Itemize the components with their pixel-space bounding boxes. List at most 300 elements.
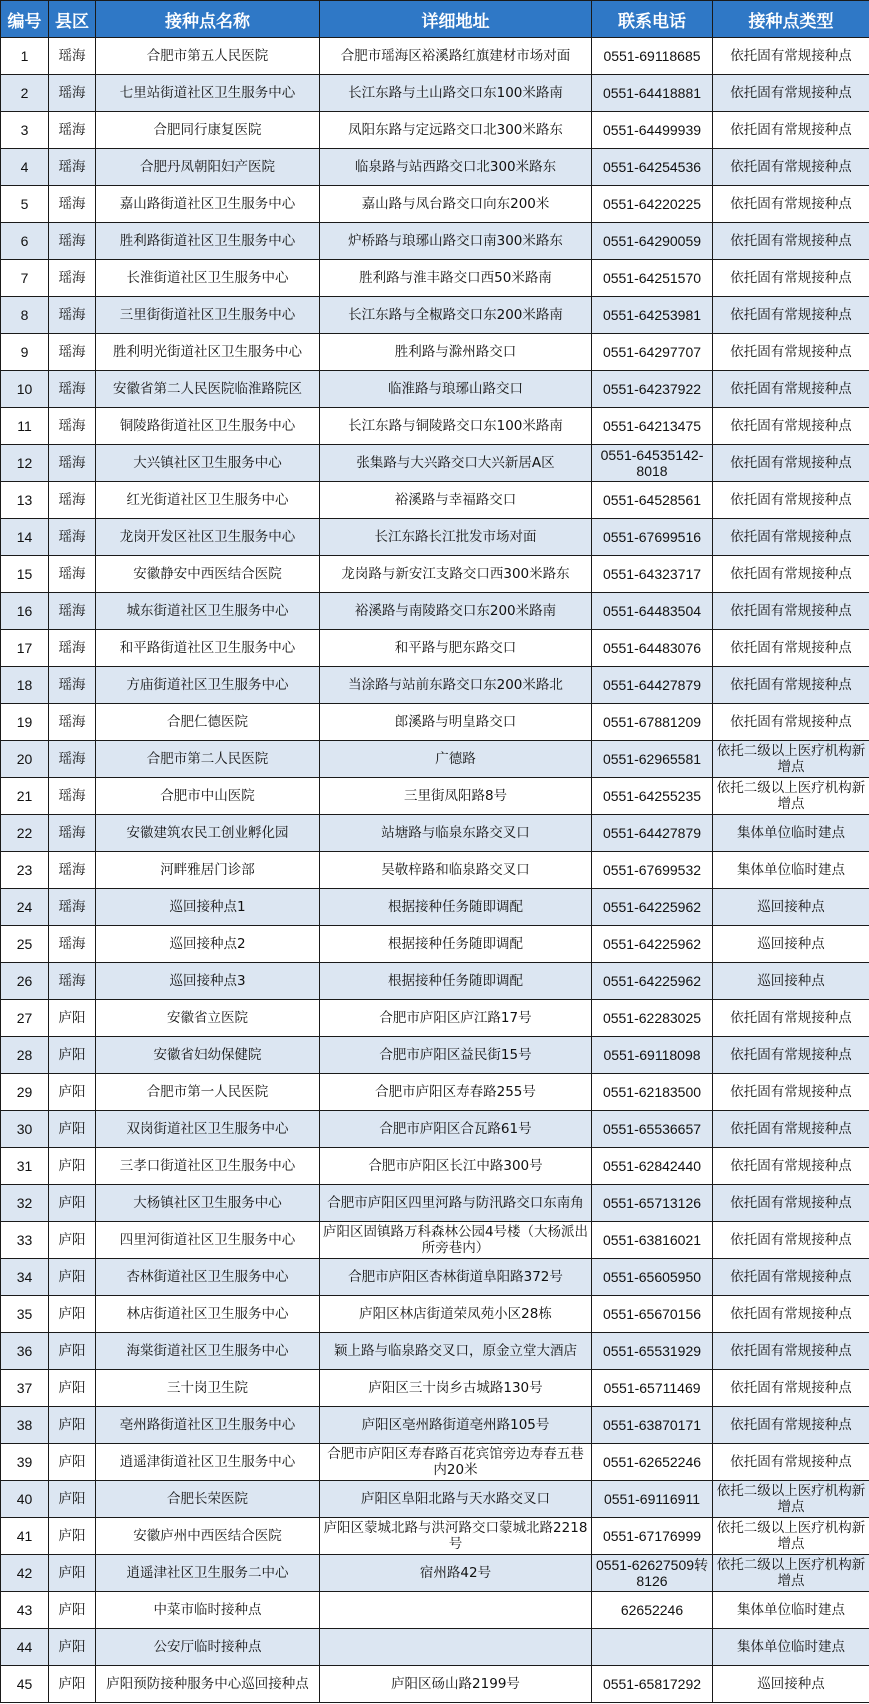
cell-site-name: 公安厅临时接种点 — [96, 1629, 320, 1666]
table-row — [1, 593, 869, 630]
cell-address: 长江东路与全椒路交口东200米路南 — [320, 297, 592, 334]
cell-district: 瑶海 — [49, 963, 96, 1000]
cell-district: 瑶海 — [49, 704, 96, 741]
cell-site-type: 依托固有常规接种点 — [713, 408, 869, 445]
cell-site-name: 巡回接种点2 — [96, 926, 320, 963]
cell-site-type: 依托二级以上医疗机构新增点 — [713, 1518, 869, 1555]
cell-site-type: 依托固有常规接种点 — [713, 297, 869, 334]
cell-address: 庐阳区阜阳北路与天水路交叉口 — [320, 1481, 592, 1518]
cell-site-name: 胜利路街道社区卫生服务中心 — [96, 223, 320, 260]
cell-address: 和平路与肥东路交口 — [320, 630, 592, 667]
cell-phone: 0551-64418881 — [592, 75, 713, 112]
cell-phone: 0551-64528561 — [592, 482, 713, 519]
cell-site-name: 逍遥津社区卫生服务二中心 — [96, 1555, 320, 1592]
cell-address: 临淮路与琅琊山路交口 — [320, 371, 592, 408]
cell-site-type: 依托固有常规接种点 — [713, 1148, 869, 1185]
cell-address: 根据接种任务随即调配 — [320, 889, 592, 926]
table-row — [1, 519, 869, 556]
cell-address: 站塘路与临泉东路交叉口 — [320, 815, 592, 852]
cell-address: 庐阳区蒙城北路与洪河路交口蒙城北路2218号 — [320, 1518, 592, 1555]
table-row — [1, 1666, 869, 1703]
cell-id: 39 — [1, 1444, 49, 1481]
cell-site-type: 依托固有常规接种点 — [713, 371, 869, 408]
cell-district: 瑶海 — [49, 519, 96, 556]
table-row — [1, 112, 869, 149]
cell-district: 瑶海 — [49, 926, 96, 963]
cell-phone: 0551-64297707 — [592, 334, 713, 371]
cell-address: 龙岗路与新安江支路交口西300米路东 — [320, 556, 592, 593]
cell-phone: 0551-62627509转8126 — [592, 1555, 713, 1592]
cell-site-type: 依托固有常规接种点 — [713, 1333, 869, 1370]
cell-site-name: 大杨镇社区卫生服务中心 — [96, 1185, 320, 1222]
cell-address: 合肥市庐阳区寿春路百花宾馆旁边寿春五巷内20米 — [320, 1444, 592, 1481]
cell-id: 4 — [1, 149, 49, 186]
cell-phone: 0551-64255235 — [592, 778, 713, 815]
cell-district: 瑶海 — [49, 223, 96, 260]
cell-site-type: 依托固有常规接种点 — [713, 1000, 869, 1037]
table-row — [1, 482, 869, 519]
table-row — [1, 852, 869, 889]
cell-id: 11 — [1, 408, 49, 445]
cell-phone: 0551-64253981 — [592, 297, 713, 334]
cell-address: 长江东路与土山路交口东100米路南 — [320, 75, 592, 112]
cell-phone: 0551-67176999 — [592, 1518, 713, 1555]
cell-id: 19 — [1, 704, 49, 741]
cell-site-name: 胜利明光街道社区卫生服务中心 — [96, 334, 320, 371]
table-row — [1, 334, 869, 371]
cell-id: 8 — [1, 297, 49, 334]
table-row — [1, 630, 869, 667]
table-row — [1, 408, 869, 445]
cell-site-type: 依托固有常规接种点 — [713, 630, 869, 667]
cell-address: 裕溪路与南陵路交口东200米路南 — [320, 593, 592, 630]
cell-address: 根据接种任务随即调配 — [320, 963, 592, 1000]
cell-address: 庐阳区砀山路2199号 — [320, 1666, 592, 1703]
cell-id: 35 — [1, 1296, 49, 1333]
cell-address: 张集路与大兴路交口大兴新居A区 — [320, 445, 592, 482]
cell-address: 合肥市庐阳区寿春路255号 — [320, 1074, 592, 1111]
cell-district: 瑶海 — [49, 371, 96, 408]
cell-district: 瑶海 — [49, 297, 96, 334]
cell-site-type: 依托固有常规接种点 — [713, 1407, 869, 1444]
cell-site-name: 逍遥津街道社区卫生服务中心 — [96, 1444, 320, 1481]
cell-address: 宿州路42号 — [320, 1555, 592, 1592]
table-row — [1, 38, 869, 75]
cell-site-type: 依托固有常规接种点 — [713, 1074, 869, 1111]
table-row — [1, 1037, 869, 1074]
table-row — [1, 1444, 869, 1481]
cell-address: 合肥市庐阳区长江中路300号 — [320, 1148, 592, 1185]
cell-id: 24 — [1, 889, 49, 926]
cell-phone: 0551-69118685 — [592, 38, 713, 75]
cell-phone: 0551-64213475 — [592, 408, 713, 445]
cell-site-type: 依托二级以上医疗机构新增点 — [713, 778, 869, 815]
header-id: 编号 — [1, 1, 49, 38]
table-row — [1, 445, 869, 482]
cell-site-name: 七里站街道社区卫生服务中心 — [96, 75, 320, 112]
cell-id: 21 — [1, 778, 49, 815]
cell-address: 庐阳区林店街道荣凤苑小区28栋 — [320, 1296, 592, 1333]
cell-district: 瑶海 — [49, 852, 96, 889]
cell-site-type: 依托固有常规接种点 — [713, 593, 869, 630]
cell-site-type: 依托固有常规接种点 — [713, 556, 869, 593]
cell-district: 庐阳 — [49, 1259, 96, 1296]
cell-phone: 0551-64225962 — [592, 926, 713, 963]
cell-site-type: 依托固有常规接种点 — [713, 1111, 869, 1148]
cell-id: 16 — [1, 593, 49, 630]
table-row — [1, 1222, 869, 1259]
cell-id: 43 — [1, 1592, 49, 1629]
cell-site-type: 集体单位临时建点 — [713, 852, 869, 889]
cell-id: 17 — [1, 630, 49, 667]
cell-district: 瑶海 — [49, 778, 96, 815]
table-row — [1, 667, 869, 704]
table-row — [1, 297, 869, 334]
cell-id: 33 — [1, 1222, 49, 1259]
table-row — [1, 963, 869, 1000]
cell-id: 6 — [1, 223, 49, 260]
cell-address: 胜利路与淮丰路交口西50米路南 — [320, 260, 592, 297]
cell-id: 13 — [1, 482, 49, 519]
cell-phone: 0551-62652246 — [592, 1444, 713, 1481]
cell-site-type: 依托固有常规接种点 — [713, 1296, 869, 1333]
table-row — [1, 1000, 869, 1037]
cell-address: 颖上路与临泉路交叉口，原金立堂大酒店 — [320, 1333, 592, 1370]
cell-site-name: 合肥仁德医院 — [96, 704, 320, 741]
cell-site-type: 依托固有常规接种点 — [713, 186, 869, 223]
cell-site-type: 依托固有常规接种点 — [713, 482, 869, 519]
cell-district: 庐阳 — [49, 1592, 96, 1629]
cell-site-name: 河畔雅居门诊部 — [96, 852, 320, 889]
table-row — [1, 1185, 869, 1222]
cell-district: 庐阳 — [49, 1111, 96, 1148]
cell-site-name: 合肥丹凤朝阳妇产医院 — [96, 149, 320, 186]
cell-address: 长江东路长江批发市场对面 — [320, 519, 592, 556]
cell-phone: 0551-65605950 — [592, 1259, 713, 1296]
cell-site-type: 依托二级以上医疗机构新增点 — [713, 1481, 869, 1518]
cell-site-type: 依托固有常规接种点 — [713, 704, 869, 741]
cell-site-type: 依托固有常规接种点 — [713, 1222, 869, 1259]
cell-site-name: 安徽省第二人民医院临淮路院区 — [96, 371, 320, 408]
cell-id: 38 — [1, 1407, 49, 1444]
cell-address: 庐阳区固镇路万科森林公园4号楼（大杨派出所旁巷内） — [320, 1222, 592, 1259]
cell-id: 45 — [1, 1666, 49, 1703]
table-row — [1, 926, 869, 963]
cell-address: 合肥市庐阳区杏林街道阜阳路372号 — [320, 1259, 592, 1296]
cell-site-type: 巡回接种点 — [713, 926, 869, 963]
cell-phone: 0551-62965581 — [592, 741, 713, 778]
cell-site-type: 依托固有常规接种点 — [713, 38, 869, 75]
cell-site-name: 龙岗开发区社区卫生服务中心 — [96, 519, 320, 556]
cell-site-name: 双岗街道社区卫生服务中心 — [96, 1111, 320, 1148]
cell-phone: 62652246 — [592, 1592, 713, 1629]
cell-site-name: 安徽省立医院 — [96, 1000, 320, 1037]
cell-site-name: 合肥市第二人民医院 — [96, 741, 320, 778]
cell-district: 瑶海 — [49, 593, 96, 630]
cell-id: 18 — [1, 667, 49, 704]
cell-phone: 0551-65713126 — [592, 1185, 713, 1222]
cell-address: 庐阳区亳州路街道亳州路105号 — [320, 1407, 592, 1444]
cell-id: 25 — [1, 926, 49, 963]
cell-phone: 0551-62183500 — [592, 1074, 713, 1111]
cell-address: 当涂路与站前东路交口东200米路北 — [320, 667, 592, 704]
cell-district: 瑶海 — [49, 75, 96, 112]
cell-district: 庐阳 — [49, 1000, 96, 1037]
cell-district: 瑶海 — [49, 149, 96, 186]
cell-site-name: 三十岗卫生院 — [96, 1370, 320, 1407]
cell-id: 3 — [1, 112, 49, 149]
cell-id: 37 — [1, 1370, 49, 1407]
cell-site-name: 庐阳预防接种服务中心巡回接种点 — [96, 1666, 320, 1703]
cell-district: 庐阳 — [49, 1037, 96, 1074]
cell-id: 44 — [1, 1629, 49, 1666]
cell-site-type: 依托二级以上医疗机构新增点 — [713, 1555, 869, 1592]
cell-district: 庐阳 — [49, 1481, 96, 1518]
cell-district: 庐阳 — [49, 1666, 96, 1703]
cell-phone: 0551-69118098 — [592, 1037, 713, 1074]
cell-phone: 0551-64499939 — [592, 112, 713, 149]
cell-site-name: 林店街道社区卫生服务中心 — [96, 1296, 320, 1333]
cell-site-type: 依托固有常规接种点 — [713, 112, 869, 149]
cell-district: 庐阳 — [49, 1370, 96, 1407]
cell-id: 29 — [1, 1074, 49, 1111]
cell-address: 根据接种任务随即调配 — [320, 926, 592, 963]
cell-phone: 0551-67881209 — [592, 704, 713, 741]
table-row — [1, 1333, 869, 1370]
cell-district: 瑶海 — [49, 112, 96, 149]
cell-site-type: 依托固有常规接种点 — [713, 1259, 869, 1296]
cell-site-type: 依托固有常规接种点 — [713, 667, 869, 704]
cell-site-name: 铜陵路街道社区卫生服务中心 — [96, 408, 320, 445]
cell-id: 34 — [1, 1259, 49, 1296]
cell-site-type: 依托固有常规接种点 — [713, 1037, 869, 1074]
cell-district: 瑶海 — [49, 260, 96, 297]
cell-phone: 0551-62283025 — [592, 1000, 713, 1037]
cell-address: 合肥市庐阳区益民街15号 — [320, 1037, 592, 1074]
cell-id: 36 — [1, 1333, 49, 1370]
cell-site-name: 中菜市临时接种点 — [96, 1592, 320, 1629]
cell-id: 30 — [1, 1111, 49, 1148]
cell-district: 瑶海 — [49, 630, 96, 667]
cell-district: 瑶海 — [49, 445, 96, 482]
cell-phone: 0551-63816021 — [592, 1222, 713, 1259]
cell-district: 瑶海 — [49, 334, 96, 371]
cell-site-name: 海棠街道社区卫生服务中心 — [96, 1333, 320, 1370]
cell-site-name: 长淮街道社区卫生服务中心 — [96, 260, 320, 297]
cell-site-type: 巡回接种点 — [713, 889, 869, 926]
cell-district: 庐阳 — [49, 1518, 96, 1555]
header-row — [1, 1, 869, 38]
cell-site-name: 三孝口街道社区卫生服务中心 — [96, 1148, 320, 1185]
cell-site-name: 方庙街道社区卫生服务中心 — [96, 667, 320, 704]
table-row — [1, 75, 869, 112]
cell-district: 庐阳 — [49, 1074, 96, 1111]
cell-phone: 0551-64427879 — [592, 815, 713, 852]
cell-phone: 0551-64237922 — [592, 371, 713, 408]
cell-id: 41 — [1, 1518, 49, 1555]
cell-site-name: 杏林街道社区卫生服务中心 — [96, 1259, 320, 1296]
cell-district: 庐阳 — [49, 1407, 96, 1444]
cell-site-type: 依托固有常规接种点 — [713, 1185, 869, 1222]
cell-site-type: 依托固有常规接种点 — [713, 1444, 869, 1481]
cell-id: 22 — [1, 815, 49, 852]
table-body — [1, 38, 869, 1703]
cell-phone: 0551-64483504 — [592, 593, 713, 630]
cell-phone: 0551-64535142-8018 — [592, 445, 713, 482]
cell-site-name: 巡回接种点3 — [96, 963, 320, 1000]
cell-district: 瑶海 — [49, 556, 96, 593]
cell-site-name: 巡回接种点1 — [96, 889, 320, 926]
cell-site-name: 三里街街道社区卫生服务中心 — [96, 297, 320, 334]
cell-address: 三里街凤阳路8号 — [320, 778, 592, 815]
cell-phone: 0551-64254536 — [592, 149, 713, 186]
table-row — [1, 1592, 869, 1629]
cell-address: 长江东路与铜陵路交口东100米路南 — [320, 408, 592, 445]
cell-address: 裕溪路与幸福路交口 — [320, 482, 592, 519]
cell-phone: 0551-65711469 — [592, 1370, 713, 1407]
cell-district: 庐阳 — [49, 1629, 96, 1666]
cell-address: 郎溪路与明皇路交口 — [320, 704, 592, 741]
cell-district: 庐阳 — [49, 1555, 96, 1592]
cell-district: 庐阳 — [49, 1148, 96, 1185]
cell-site-name: 安徽静安中西医结合医院 — [96, 556, 320, 593]
cell-phone: 0551-65670156 — [592, 1296, 713, 1333]
cell-site-type: 依托固有常规接种点 — [713, 519, 869, 556]
table-row — [1, 1074, 869, 1111]
table-row — [1, 186, 869, 223]
cell-address: 凤阳东路与定远路交口北300米路东 — [320, 112, 592, 149]
cell-id: 28 — [1, 1037, 49, 1074]
cell-site-name: 合肥市第一人民医院 — [96, 1074, 320, 1111]
cell-site-name: 安徽省妇幼保健院 — [96, 1037, 320, 1074]
cell-address — [320, 1592, 592, 1629]
table-row — [1, 260, 869, 297]
cell-phone — [592, 1629, 713, 1666]
cell-address — [320, 1629, 592, 1666]
table-row — [1, 1407, 869, 1444]
table-row — [1, 1259, 869, 1296]
cell-phone: 0551-67699516 — [592, 519, 713, 556]
header-phone: 联系电话 — [592, 1, 713, 38]
cell-site-type: 集体单位临时建点 — [713, 815, 869, 852]
cell-district: 瑶海 — [49, 667, 96, 704]
table-row — [1, 778, 869, 815]
table-row — [1, 1148, 869, 1185]
table-row — [1, 889, 869, 926]
cell-id: 42 — [1, 1555, 49, 1592]
cell-phone: 0551-63870171 — [592, 1407, 713, 1444]
table-row — [1, 1518, 869, 1555]
table-row — [1, 1370, 869, 1407]
cell-site-name: 合肥同行康复医院 — [96, 112, 320, 149]
cell-phone: 0551-65817292 — [592, 1666, 713, 1703]
cell-phone: 0551-64427879 — [592, 667, 713, 704]
cell-site-type: 依托固有常规接种点 — [713, 445, 869, 482]
cell-address: 胜利路与滁州路交口 — [320, 334, 592, 371]
cell-district: 庐阳 — [49, 1333, 96, 1370]
cell-site-type: 依托固有常规接种点 — [713, 260, 869, 297]
cell-site-type: 依托固有常规接种点 — [713, 75, 869, 112]
cell-id: 1 — [1, 38, 49, 75]
cell-id: 27 — [1, 1000, 49, 1037]
cell-phone: 0551-62842440 — [592, 1148, 713, 1185]
table-row — [1, 1296, 869, 1333]
cell-phone: 0551-64225962 — [592, 889, 713, 926]
cell-id: 20 — [1, 741, 49, 778]
cell-address: 合肥市庐阳区庐江路17号 — [320, 1000, 592, 1037]
cell-address: 嘉山路与凤台路交口向东200米 — [320, 186, 592, 223]
header-site-name: 接种点名称 — [96, 1, 320, 38]
cell-address: 合肥市庐阳区合瓦路61号 — [320, 1111, 592, 1148]
cell-phone: 0551-65531929 — [592, 1333, 713, 1370]
cell-district: 庐阳 — [49, 1296, 96, 1333]
table-row — [1, 223, 869, 260]
cell-id: 31 — [1, 1148, 49, 1185]
cell-site-name: 合肥市中山医院 — [96, 778, 320, 815]
header-site-type: 接种点类型 — [713, 1, 869, 38]
table-row — [1, 1111, 869, 1148]
cell-address: 庐阳区三十岗乡古城路130号 — [320, 1370, 592, 1407]
header-address: 详细地址 — [320, 1, 592, 38]
cell-site-name: 合肥长荣医院 — [96, 1481, 320, 1518]
cell-site-name: 四里河街道社区卫生服务中心 — [96, 1222, 320, 1259]
cell-site-type: 依托固有常规接种点 — [713, 1370, 869, 1407]
table-row — [1, 704, 869, 741]
cell-id: 2 — [1, 75, 49, 112]
cell-address: 合肥市瑶海区裕溪路红旗建材市场对面 — [320, 38, 592, 75]
cell-district: 瑶海 — [49, 186, 96, 223]
cell-phone: 0551-65536657 — [592, 1111, 713, 1148]
cell-address: 炉桥路与琅琊山路交口南300米路东 — [320, 223, 592, 260]
cell-site-name: 合肥市第五人民医院 — [96, 38, 320, 75]
cell-district: 瑶海 — [49, 408, 96, 445]
cell-site-type: 集体单位临时建点 — [713, 1629, 869, 1666]
cell-id: 12 — [1, 445, 49, 482]
cell-phone: 0551-64225962 — [592, 963, 713, 1000]
cell-site-type: 巡回接种点 — [713, 1666, 869, 1703]
table-row — [1, 1481, 869, 1518]
cell-site-name: 亳州路街道社区卫生服务中心 — [96, 1407, 320, 1444]
cell-id: 10 — [1, 371, 49, 408]
cell-district: 瑶海 — [49, 889, 96, 926]
cell-address: 合肥市庐阳区四里河路与防汛路交口东南角 — [320, 1185, 592, 1222]
cell-address: 广德路 — [320, 741, 592, 778]
cell-id: 14 — [1, 519, 49, 556]
header-district: 县区 — [49, 1, 96, 38]
cell-site-type: 集体单位临时建点 — [713, 1592, 869, 1629]
cell-site-type: 依托固有常规接种点 — [713, 223, 869, 260]
cell-phone: 0551-69116911 — [592, 1481, 713, 1518]
table-row — [1, 1555, 869, 1592]
table-row — [1, 815, 869, 852]
cell-site-type: 依托固有常规接种点 — [713, 334, 869, 371]
cell-district: 庐阳 — [49, 1444, 96, 1481]
cell-site-type: 依托二级以上医疗机构新增点 — [713, 741, 869, 778]
table-row — [1, 741, 869, 778]
cell-district: 庐阳 — [49, 1185, 96, 1222]
cell-district: 瑶海 — [49, 482, 96, 519]
cell-site-name: 城东街道社区卫生服务中心 — [96, 593, 320, 630]
cell-phone: 0551-64290059 — [592, 223, 713, 260]
table-row — [1, 556, 869, 593]
cell-id: 40 — [1, 1481, 49, 1518]
cell-district: 瑶海 — [49, 815, 96, 852]
table-row — [1, 1629, 869, 1666]
cell-id: 5 — [1, 186, 49, 223]
cell-site-type: 巡回接种点 — [713, 963, 869, 1000]
cell-site-name: 安徽庐州中西医结合医院 — [96, 1518, 320, 1555]
cell-phone: 0551-64220225 — [592, 186, 713, 223]
